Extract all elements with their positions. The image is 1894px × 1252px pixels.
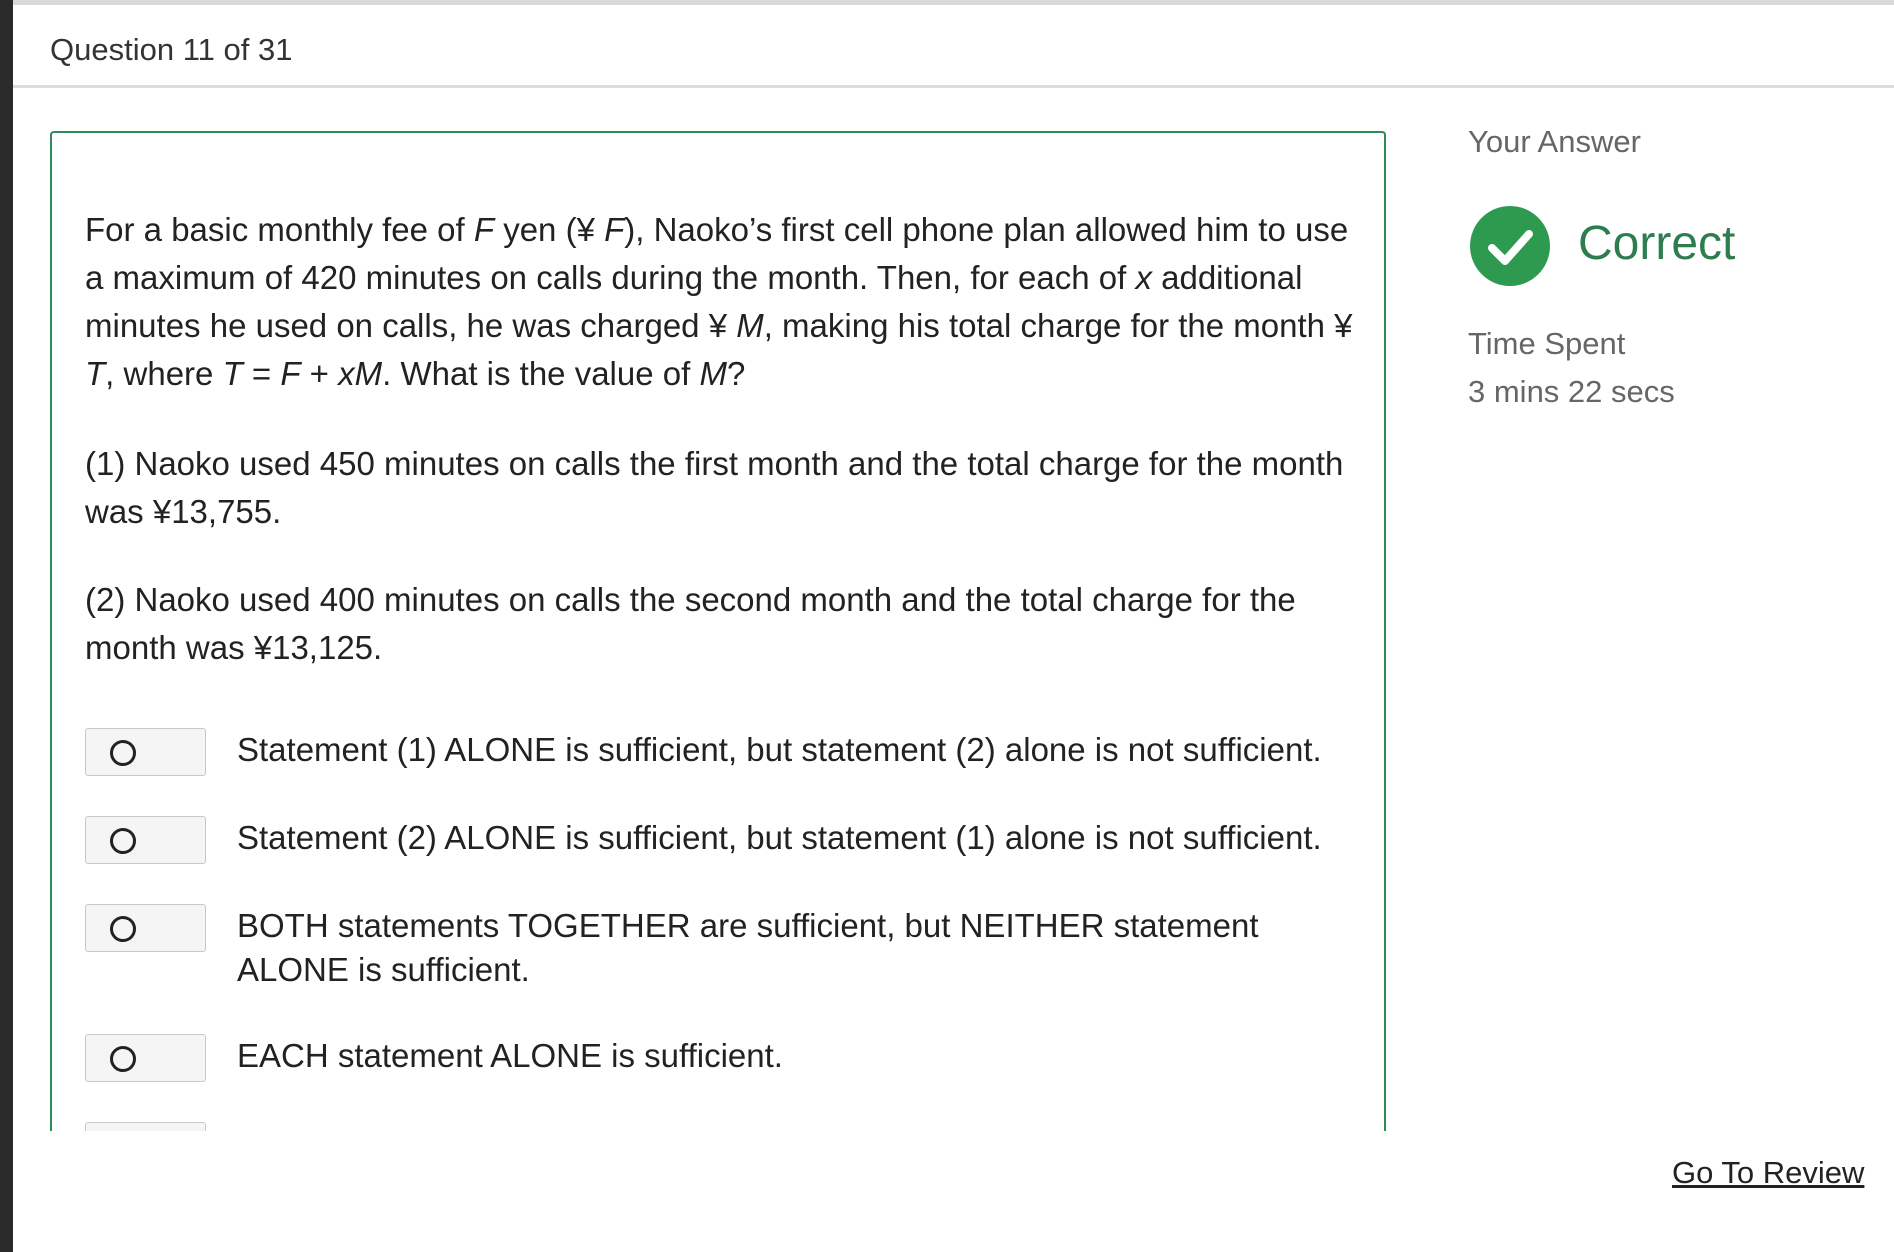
radio-button-a[interactable]: [85, 728, 206, 776]
stem-variable: F: [280, 355, 301, 392]
stem-variable: T: [222, 355, 243, 392]
question-header: [13, 5, 1894, 88]
answer-option-c[interactable]: [85, 904, 1355, 988]
radio-circle-icon: [110, 740, 136, 766]
radio-circle-icon: [110, 828, 136, 854]
answer-option-a[interactable]: [85, 728, 1355, 788]
answer-option-e[interactable]: [85, 1122, 1355, 1131]
question-card: [50, 131, 1386, 1131]
your-answer-label: Your Answer: [1468, 124, 1641, 159]
option-b-label: Statement (2) ALONE is sufficient, but statement (1) alone is not sufficient.: [237, 819, 1322, 856]
radio-button-c[interactable]: [85, 904, 206, 952]
question-stem: [85, 206, 1355, 398]
stem-text: , making his total charge for the month ¥: [763, 307, 1353, 344]
time-spent-label: Time Spent: [1468, 326, 1626, 361]
stem-variable: F: [473, 211, 495, 248]
stem-text: ?: [726, 355, 746, 392]
statement-2: (2) Naoko used 400 minutes on calls the second month and the total charge for the month was ¥13,125.: [85, 581, 1296, 666]
statement-1: (1) Naoko used 450 minutes on calls the first month and the total charge for the month was ¥13,755.: [85, 445, 1344, 530]
stem-text: , where: [105, 355, 223, 392]
option-c-label: BOTH statements TOGETHER are sufficient, but NEITHER statement ALONE is sufficient.: [237, 907, 1259, 988]
answer-option-d[interactable]: [85, 1034, 1355, 1094]
option-a-label: Statement (1) ALONE is sufficient, but statement (2) alone is not sufficient.: [237, 731, 1322, 768]
radio-button-b[interactable]: [85, 816, 206, 864]
stem-variable: T: [85, 355, 106, 392]
radio-circle-icon: [110, 916, 136, 942]
stem-variable: F: [604, 211, 625, 248]
radio-button-d[interactable]: [85, 1034, 206, 1082]
stem-text: . What is the value of: [382, 355, 700, 392]
answer-option-b[interactable]: [85, 816, 1355, 876]
window-edge: [0, 0, 13, 1252]
stem-text: ), Naoko’s first cell phone plan allowed him to use a maximum of 420 minutes on calls during the month. Then, for each of: [85, 211, 1349, 296]
radio-circle-icon: [110, 1046, 136, 1072]
stem-text: For a basic monthly fee of: [85, 211, 474, 248]
stem-text: yen (¥: [494, 211, 605, 248]
stem-variable: xM: [338, 355, 383, 392]
stem-text: +: [300, 355, 339, 392]
go-to-review-link[interactable]: Go To Review: [1672, 1155, 1865, 1190]
stem-variable: M: [736, 307, 764, 344]
stem-text: additional minutes he used on calls, he was charged ¥: [85, 259, 1303, 344]
radio-button-e[interactable]: [85, 1122, 206, 1131]
option-d-label: EACH statement ALONE is sufficient.: [237, 1037, 783, 1074]
stem-variable: x: [1135, 259, 1152, 296]
stem-variable: M: [699, 355, 727, 392]
time-spent-value: 3 mins 22 secs: [1468, 374, 1675, 409]
result-status: Correct: [1578, 217, 1736, 270]
question-counter: Question 11 of 31: [50, 32, 293, 67]
stem-text: =: [242, 355, 281, 392]
checkmark-icon: [1470, 206, 1550, 286]
